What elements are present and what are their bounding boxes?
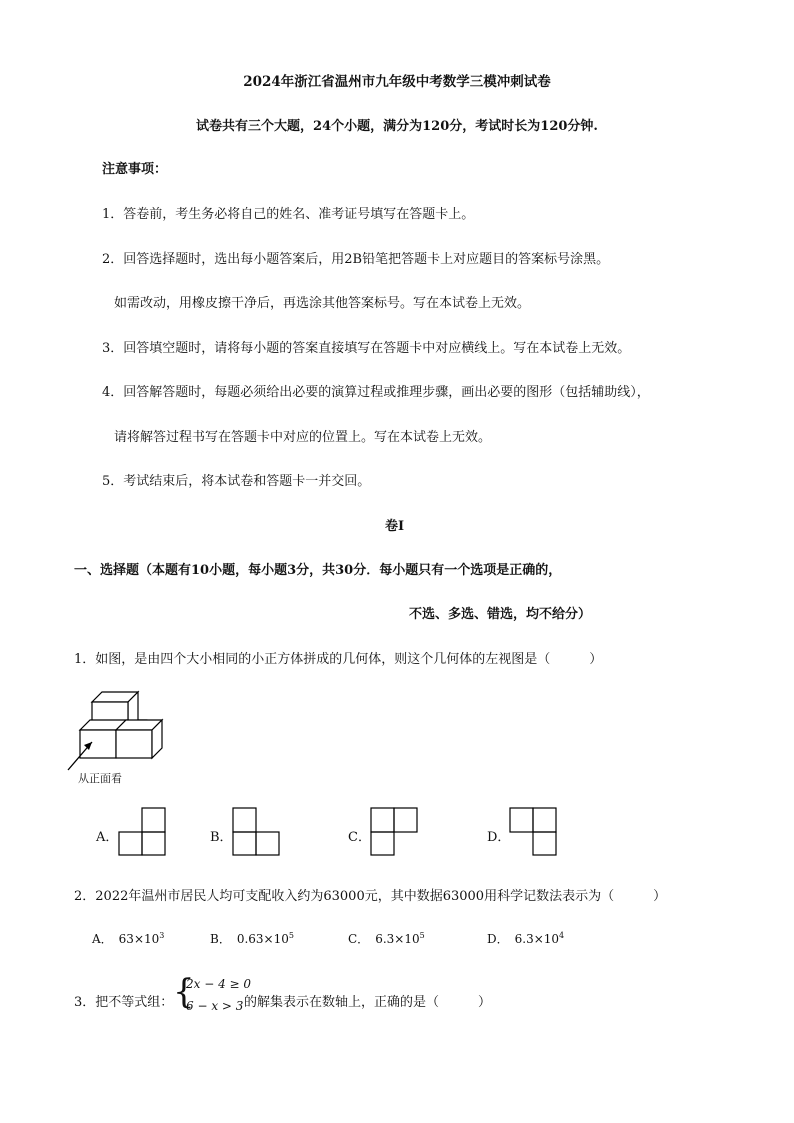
note-item-2: 2．回答选择题时，选出每小题答案后，用2B铅笔把答题卡上对应题目的答案标号涂黑。 [102,252,610,267]
section1-heading-cont: 不选、多选、错选，均不给分） [409,607,592,622]
q3-prefix: 3．把不等式组： [74,995,174,1010]
volume-label: 卷Ⅰ [385,519,405,534]
section1-heading: 一、选择题（本题有10小题，每小题3分，共30分．每小题只有一个选项是正确的， [74,563,562,578]
q3-suffix: 的解集表示在数轴上，正确的是（ ） [244,995,492,1010]
q3-inequality-2: 6 − x > 3 [186,999,244,1013]
q2-option-a-label: A． [92,932,113,946]
q1-text: 1．如图，是由四个大小相同的小正方体拼成的几何体，则这个几何体的左视图是（ ） [74,652,603,667]
q1-figure-label: 从正面看 [78,772,122,785]
q1-option-d-label[interactable]: D． [487,830,511,845]
q3-brace: { [173,972,195,1012]
q3-inequality-1: 2x − 4 ≥ 0 [186,977,252,991]
note-item-4: 4．回答解答题时，每题必须给出必要的演算过程或推理步骤，画出必要的图形（包括辅助线）， [102,385,650,400]
q1-option-c-figure [370,806,420,856]
q2-text: 2．2022年温州市居民人均可支配收入约为63000元，其中数据63000用科学记数法表示为（ ） [74,889,667,904]
q1-option-a-figure [118,806,168,856]
note-item-3: 3．回答填空题时，请将每小题的答案直接填写在答题卡中对应横线上。写在本试卷上无效。 [102,341,631,356]
q1-option-b-figure [232,806,282,856]
note-item-4-cont: 请将解答过程书写在答题卡中对应的位置上。写在本试卷上无效。 [114,430,492,445]
note-item-5: 5．考试结束后，将本试卷和答题卡一并交回。 [102,474,371,489]
q2-option-c-exp: 5 [419,931,425,940]
note-item-1: 1．答卷前，考生务必将自己的姓名、准考证号填写在答题卡上。 [102,207,475,222]
q2-option-c-label: C． [348,932,370,946]
q2-option-c[interactable] [348,930,425,947]
q2-option-a-exp: 3 [159,931,165,940]
q1-option-d-figure [509,806,559,856]
q1-option-c-label[interactable]: C． [348,830,371,845]
note-item-2-cont: 如需改动，用橡皮擦干净后，再选涂其他答案标号。写在本试卷上无效。 [114,296,531,311]
notes-heading: 注意事项： [102,162,168,177]
exam-info: 试卷共有三个大题，24个小题，满分为120分，考试时长为120分钟. [196,119,598,134]
q2-option-d-label: D． [487,932,509,946]
q1-option-b-label[interactable]: B． [210,830,233,845]
q2-option-a[interactable] [92,930,164,947]
q2-option-d-exp: 4 [559,931,565,940]
q1-option-a-label[interactable]: A． [96,830,119,845]
q2-option-b-exp: 5 [288,931,294,940]
q2-option-c-base: 6.3×10 [375,932,420,946]
q2-option-a-base: 63×10 [118,932,160,946]
q2-option-d[interactable] [487,930,564,947]
q2-option-b[interactable] [210,930,294,947]
q2-option-b-label: B． [210,932,231,946]
exam-title: 2024年浙江省温州市九年级中考数学三模冲刺试卷 [243,74,551,90]
q2-option-d-base: 6.3×10 [514,932,560,946]
q2-option-b-base: 0.63×10 [236,932,289,946]
